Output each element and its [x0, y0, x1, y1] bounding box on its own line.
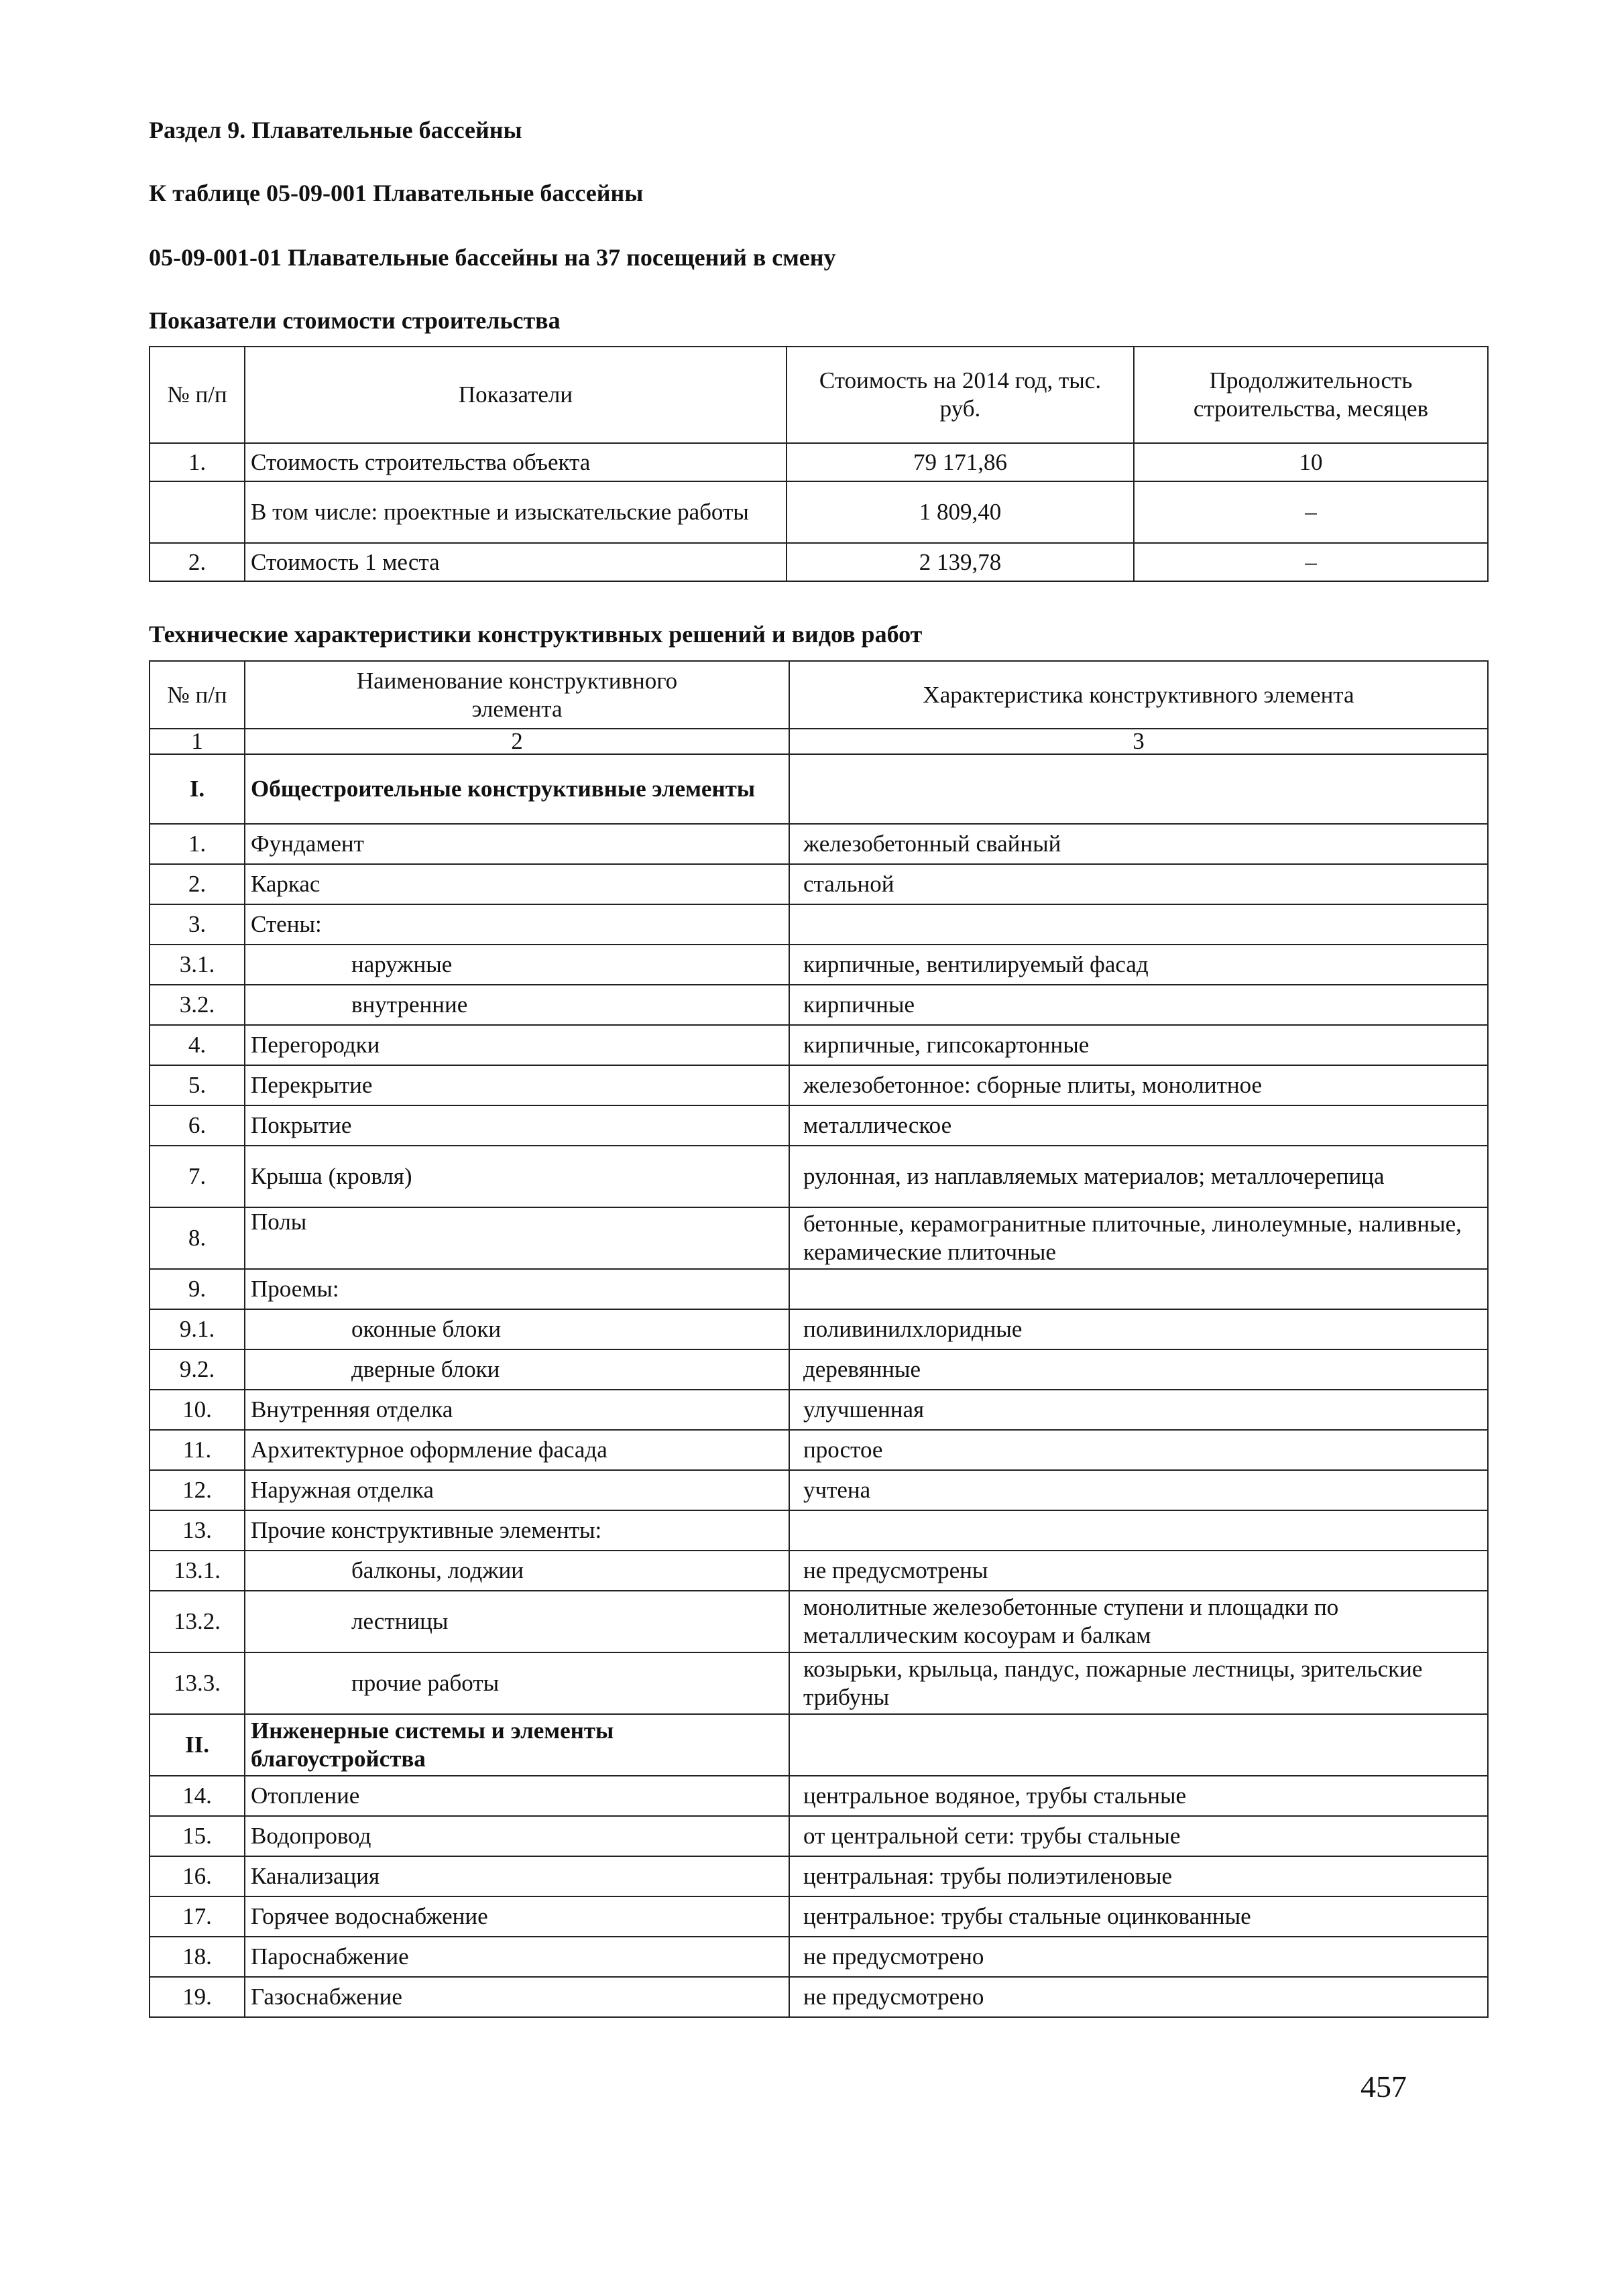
table-row: [150, 1856, 1488, 1896]
row-characteristic: кирпичные, вентилируемый фасад: [789, 945, 1488, 985]
row-characteristic: простое: [789, 1430, 1488, 1470]
row-element-name: Стены:: [245, 904, 789, 945]
row-duration: –: [1134, 481, 1488, 543]
row-characteristic: бетонные, керамогранитные плиточные, линолеумные, наливные, керамические плиточные: [789, 1207, 1488, 1269]
row-characteristic: не предусмотрено: [789, 1977, 1488, 2017]
row-element-name: Пароснабжение: [245, 1937, 789, 1977]
row-element-name: Полы: [245, 1207, 789, 1269]
column-numbers: [150, 729, 1488, 754]
tech-table-header: [150, 661, 1488, 729]
row-num: 13.2.: [150, 1591, 245, 1652]
row-num: 16.: [150, 1856, 245, 1896]
table-row: [150, 1816, 1488, 1856]
row-characteristic: центральное: трубы стальные оцинкованные: [789, 1896, 1488, 1937]
row-num: 9.1.: [150, 1309, 245, 1349]
table-row: [150, 1551, 1488, 1591]
row-characteristic: кирпичные: [789, 985, 1488, 1025]
row-num: 9.: [150, 1269, 245, 1309]
row-element-name: Проемы:: [245, 1269, 789, 1309]
table-row: [150, 543, 1488, 581]
row-element-name: Горячее водоснабжение: [245, 1896, 789, 1937]
header-cost: Стоимость на 2014 год, тыс. руб.: [787, 347, 1134, 443]
row-characteristic: монолитные железобетонные ступени и площадки по металлическим косоурам и балкам: [789, 1591, 1488, 1652]
row-characteristic: деревянные: [789, 1349, 1488, 1390]
table-row: [150, 1065, 1488, 1105]
row-characteristic: металлическое: [789, 1105, 1488, 1146]
row-num: 3.: [150, 904, 245, 945]
row-element-name: Каркас: [245, 864, 789, 904]
row-num: 13.3.: [150, 1652, 245, 1714]
table-row: [150, 1309, 1488, 1349]
table-row: [150, 754, 1488, 824]
row-num: 3.1.: [150, 945, 245, 985]
row-name: Стоимость 1 места: [245, 543, 787, 581]
header-num: № п/п: [150, 661, 245, 729]
header-characteristic: Характеристика конструктивного элемента: [789, 661, 1488, 729]
row-num: 1.: [150, 443, 245, 481]
row-num: 9.2.: [150, 1349, 245, 1390]
table-row: [150, 1510, 1488, 1551]
row-characteristic: [789, 754, 1488, 824]
row-name: Стоимость строительства объекта: [245, 443, 787, 481]
row-num: I.: [150, 754, 245, 824]
table-row: [150, 1349, 1488, 1390]
row-num: 3.2.: [150, 985, 245, 1025]
table-row: [150, 1896, 1488, 1937]
section-title: Раздел 9. Плавательные бассейны: [149, 117, 522, 143]
row-element-name: Общестроительные конструктивные элементы: [245, 754, 789, 824]
table-row: [150, 1591, 1488, 1652]
table-row: [150, 481, 1488, 543]
row-element-name: Архитектурное оформление фасада: [245, 1430, 789, 1470]
table-row: [150, 824, 1488, 864]
row-num: 4.: [150, 1025, 245, 1065]
row-cost: 1 809,40: [787, 481, 1134, 543]
tech-table-body: [150, 754, 1488, 2017]
page-number: 457: [1360, 2069, 1407, 2104]
row-num: 17.: [150, 1896, 245, 1937]
table-reference: К таблице 05-09-001 Плавательные бассейны: [149, 180, 644, 206]
table-row: [150, 1776, 1488, 1816]
cost-table-header: [150, 347, 1488, 443]
col-number-2: 2: [245, 729, 789, 754]
row-element-name: прочие работы: [245, 1652, 789, 1714]
row-element-name: Канализация: [245, 1856, 789, 1896]
row-element-name: Инженерные системы и элементы благоустройства: [245, 1714, 789, 1776]
row-element-name: балконы, лоджии: [245, 1551, 789, 1591]
row-characteristic: центральная: трубы полиэтиленовые: [789, 1856, 1488, 1896]
row-characteristic: учтена: [789, 1470, 1488, 1510]
row-characteristic: улучшенная: [789, 1390, 1488, 1430]
row-element-name: Перегородки: [245, 1025, 789, 1065]
row-element-name: дверные блоки: [245, 1349, 789, 1390]
header-duration: Продолжительность строительства, месяцев: [1134, 347, 1488, 443]
row-element-name: Крыша (кровля): [245, 1146, 789, 1207]
row-element-name: оконные блоки: [245, 1309, 789, 1349]
row-characteristic: стальной: [789, 864, 1488, 904]
header-num: № п/п: [150, 347, 245, 443]
row-element-name: наружные: [245, 945, 789, 985]
row-element-name: Водопровод: [245, 1816, 789, 1856]
row-element-name: Внутренняя отделка: [245, 1390, 789, 1430]
item-title: 05-09-001-01 Плавательные бассейны на 37 посещений в смену: [149, 244, 836, 271]
tech-table: [149, 660, 1489, 2018]
row-characteristic: рулонная, из наплавляемых материалов; металлочерепица: [789, 1146, 1488, 1207]
row-num: 19.: [150, 1977, 245, 2017]
table-row: [150, 1714, 1488, 1776]
row-num: 2.: [150, 864, 245, 904]
table-row: [150, 1269, 1488, 1309]
row-element-name: Фундамент: [245, 824, 789, 864]
row-num: 12.: [150, 1470, 245, 1510]
row-num: 8.: [150, 1207, 245, 1269]
row-cost: 79 171,86: [787, 443, 1134, 481]
row-num: 18.: [150, 1937, 245, 1977]
row-num: 2.: [150, 543, 245, 581]
table-row: [150, 1430, 1488, 1470]
row-characteristic: поливинилхлоридные: [789, 1309, 1488, 1349]
row-num: [150, 481, 245, 543]
table-row: [150, 985, 1488, 1025]
row-num: II.: [150, 1714, 245, 1776]
cost-table: [149, 346, 1489, 582]
row-characteristic: не предусмотрены: [789, 1551, 1488, 1591]
tech-section-title: Технические характеристики конструктивных решений и видов работ: [149, 621, 923, 648]
row-characteristic: козырьки, крыльца, пандус, пожарные лестницы, зрительские трибуны: [789, 1652, 1488, 1714]
col-number-1: 1: [150, 729, 245, 754]
row-num: 11.: [150, 1430, 245, 1470]
row-characteristic: не предусмотрено: [789, 1937, 1488, 1977]
row-element-name: лестницы: [245, 1591, 789, 1652]
row-duration: 10: [1134, 443, 1488, 481]
row-element-name: внутренние: [245, 985, 789, 1025]
table-row: [150, 1470, 1488, 1510]
row-name: В том числе: проектные и изыскательские работы: [245, 481, 787, 543]
row-num: 7.: [150, 1146, 245, 1207]
row-characteristic: [789, 1269, 1488, 1309]
table-row: [150, 945, 1488, 985]
table-row: [150, 1937, 1488, 1977]
row-characteristic: железобетонный свайный: [789, 824, 1488, 864]
row-num: 6.: [150, 1105, 245, 1146]
row-characteristic: [789, 904, 1488, 945]
row-characteristic: кирпичные, гипсокартонные: [789, 1025, 1488, 1065]
row-characteristic: [789, 1510, 1488, 1551]
table-row: [150, 1652, 1488, 1714]
row-characteristic: центральное водяное, трубы стальные: [789, 1776, 1488, 1816]
col-number-3: 3: [789, 729, 1488, 754]
row-num: 14.: [150, 1776, 245, 1816]
row-characteristic: от центральной сети: трубы стальные: [789, 1816, 1488, 1856]
table-row: [150, 1146, 1488, 1207]
row-element-name: Газоснабжение: [245, 1977, 789, 2017]
row-characteristic: железобетонное: сборные плиты, монолитное: [789, 1065, 1488, 1105]
row-num: 1.: [150, 824, 245, 864]
header-indicator: Показатели: [245, 347, 787, 443]
row-num: 10.: [150, 1390, 245, 1430]
table-row: [150, 443, 1488, 481]
row-num: 15.: [150, 1816, 245, 1856]
table-row: [150, 864, 1488, 904]
table-row: [150, 1025, 1488, 1065]
row-element-name: Перекрытие: [245, 1065, 789, 1105]
row-element-name: Наружная отделка: [245, 1470, 789, 1510]
cost-section-title: Показатели стоимости строительства: [149, 307, 561, 334]
row-element-name: Прочие конструктивные элементы:: [245, 1510, 789, 1551]
row-num: 5.: [150, 1065, 245, 1105]
table-row: [150, 1390, 1488, 1430]
table-row: [150, 1105, 1488, 1146]
row-element-name: Покрытие: [245, 1105, 789, 1146]
row-num: 13.: [150, 1510, 245, 1551]
table-row: [150, 1977, 1488, 2017]
table-row: [150, 1207, 1488, 1269]
header-element: Наименование конструктивного элемента: [245, 661, 789, 729]
row-characteristic: [789, 1714, 1488, 1776]
table-row: [150, 904, 1488, 945]
row-element-name: Отопление: [245, 1776, 789, 1816]
row-cost: 2 139,78: [787, 543, 1134, 581]
row-num: 13.1.: [150, 1551, 245, 1591]
row-duration: –: [1134, 543, 1488, 581]
